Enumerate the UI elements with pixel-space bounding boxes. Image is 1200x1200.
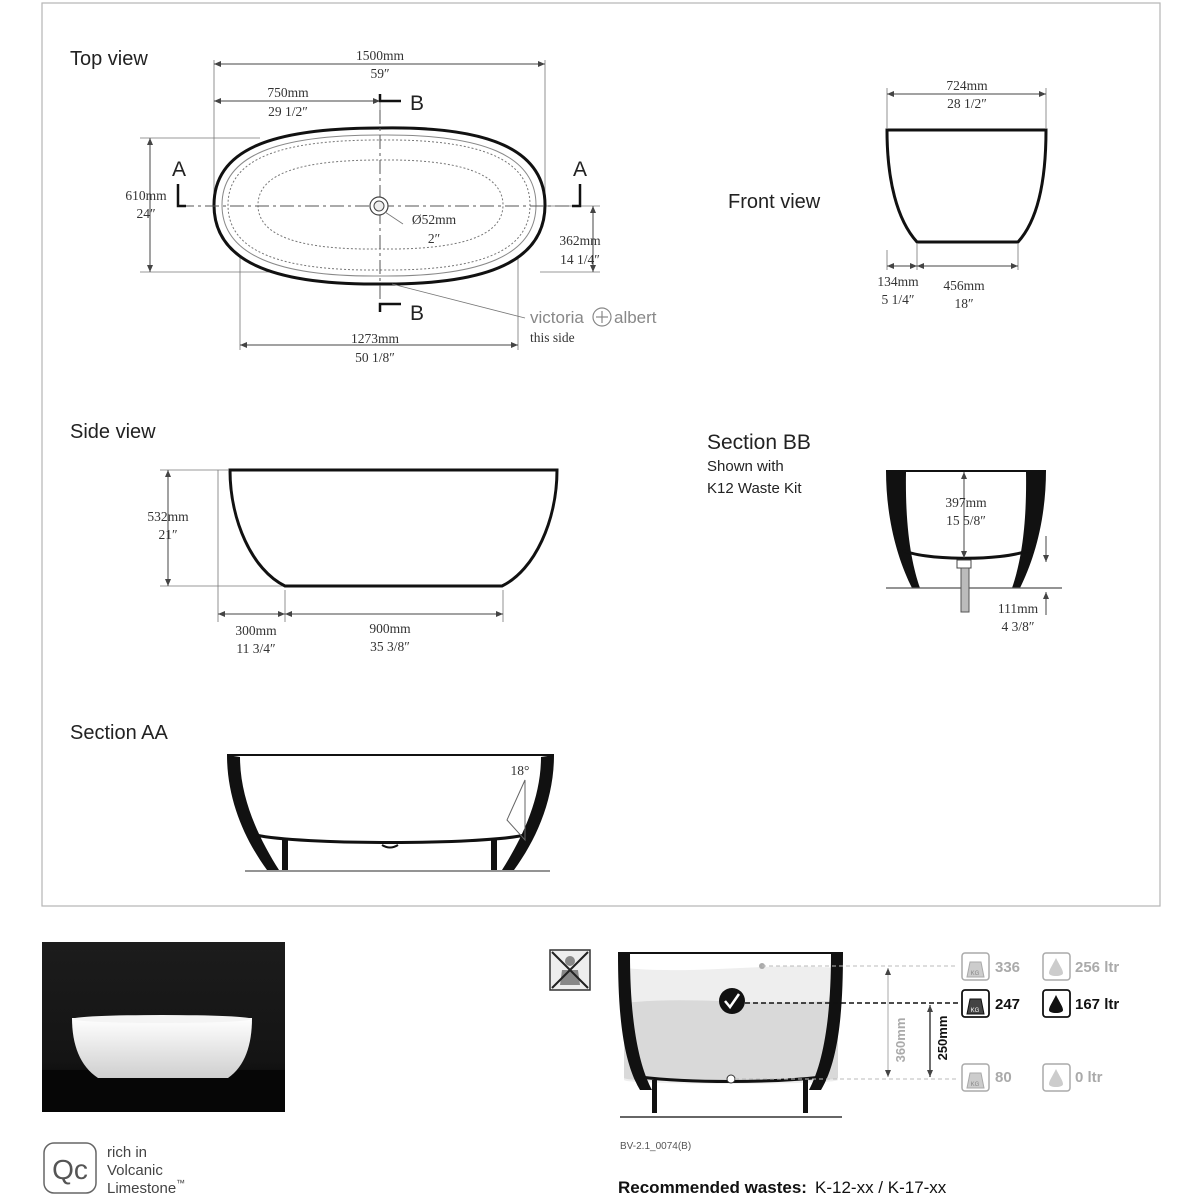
side-base-in: 35 3/8″ bbox=[370, 639, 410, 654]
capacity-diagram bbox=[550, 950, 1119, 1197]
section-b-top-marker: B bbox=[410, 92, 425, 115]
section-aa-title: Section AA bbox=[70, 722, 168, 744]
material-badge bbox=[44, 1143, 185, 1197]
half-length-mm: 750mm bbox=[267, 85, 309, 100]
qc-logo: Qc bbox=[52, 1154, 88, 1185]
section-bb-waste-in: 4 3/8″ bbox=[1001, 619, 1035, 634]
weight-icon-empty: KG bbox=[970, 1082, 980, 1088]
inner-length-mm: 1273mm bbox=[350, 331, 400, 346]
length-in: 59″ bbox=[370, 66, 390, 81]
wastes-label: Recommended wastes: bbox=[618, 1178, 807, 1197]
length-mm: 1500mm bbox=[355, 48, 405, 63]
capacity-row-recommended bbox=[962, 990, 1119, 1017]
front-width-in: 28 1/2″ bbox=[947, 96, 987, 111]
section-aa-angle: 18° bbox=[510, 763, 530, 778]
half-length-in: 29 1/2″ bbox=[268, 104, 308, 119]
brand-note: this side bbox=[530, 330, 575, 345]
side-height-mm: 532mm bbox=[147, 509, 189, 524]
side-view bbox=[70, 421, 557, 656]
section-a-right-marker: A bbox=[573, 158, 588, 181]
section-bb-waste-mm: 111mm bbox=[997, 601, 1039, 616]
front-foot-mm: 134mm bbox=[877, 274, 919, 289]
volume-empty: 0 ltr bbox=[1075, 1069, 1103, 1086]
side-base-mm: 900mm bbox=[369, 621, 411, 636]
side-left-in: 11 3/4″ bbox=[236, 641, 276, 656]
check-icon bbox=[719, 988, 745, 1014]
inner-length-in: 50 1/8″ bbox=[355, 350, 395, 365]
brand-right-word: albert bbox=[614, 308, 657, 327]
section-b-bottom-marker: B bbox=[410, 302, 425, 325]
section-bb-note-1: Shown with bbox=[707, 458, 784, 475]
section-a-left-marker: A bbox=[172, 158, 187, 181]
front-view bbox=[728, 78, 1046, 311]
volume-full: 256 ltr bbox=[1075, 959, 1120, 976]
section-bb-note-2: K12 Waste Kit bbox=[707, 480, 802, 497]
section-bb bbox=[707, 431, 1062, 634]
weight-icon-recommended: KG bbox=[970, 1008, 980, 1014]
front-base-mm: 456mm bbox=[943, 278, 985, 293]
side-height-in: 21″ bbox=[158, 527, 178, 542]
waste-offset-in: 14 1/4″ bbox=[560, 252, 600, 267]
waste-diameter-mm: Ø52mm bbox=[411, 212, 457, 227]
brand-logo bbox=[530, 308, 657, 327]
trademark-symbol: ™ bbox=[176, 1178, 185, 1188]
weight-full: 336 bbox=[995, 959, 1021, 976]
material-line-2: Volcanic bbox=[107, 1162, 163, 1179]
weight-empty: 80 bbox=[995, 1069, 1012, 1086]
material-line-3: Limestone bbox=[107, 1180, 177, 1197]
weight-icon-full: KG bbox=[970, 971, 980, 977]
front-base-in: 18″ bbox=[954, 296, 974, 311]
product-photo bbox=[42, 942, 285, 1112]
side-left-mm: 300mm bbox=[235, 623, 277, 638]
front-foot-in: 5 1/4″ bbox=[881, 292, 915, 307]
full-height-label: 360mm bbox=[893, 1017, 908, 1063]
section-bb-depth-in: 15 5/8″ bbox=[946, 513, 986, 528]
section-bb-depth-mm: 397mm bbox=[945, 495, 987, 510]
section-bb-title: Section BB bbox=[707, 431, 811, 454]
side-view-title: Side view bbox=[70, 421, 156, 443]
weight-recommended: 247 bbox=[995, 996, 1021, 1013]
waste-diameter-in: 2″ bbox=[427, 231, 441, 246]
volume-recommended: 167 ltr bbox=[1075, 996, 1120, 1013]
top-view bbox=[70, 48, 657, 365]
capacity-row-full bbox=[962, 953, 1119, 980]
top-view-title: Top view bbox=[70, 48, 148, 70]
recommended-height-label: 250mm bbox=[935, 1015, 950, 1061]
width-in: 24″ bbox=[136, 206, 156, 221]
width-mm: 610mm bbox=[125, 188, 167, 203]
front-width-mm: 724mm bbox=[946, 78, 988, 93]
brand-left-word: victoria bbox=[530, 308, 584, 327]
wastes-value: K-12-xx / K-17-xx bbox=[815, 1178, 947, 1197]
drawing-code: BV-2.1_0074(B) bbox=[620, 1141, 692, 1152]
capacity-row-empty bbox=[962, 1064, 1103, 1091]
material-line-1: rich in bbox=[107, 1144, 148, 1161]
front-view-title: Front view bbox=[728, 191, 821, 213]
no-standing-icon bbox=[550, 950, 590, 990]
section-aa bbox=[70, 722, 554, 871]
waste-offset-mm: 362mm bbox=[559, 233, 601, 248]
